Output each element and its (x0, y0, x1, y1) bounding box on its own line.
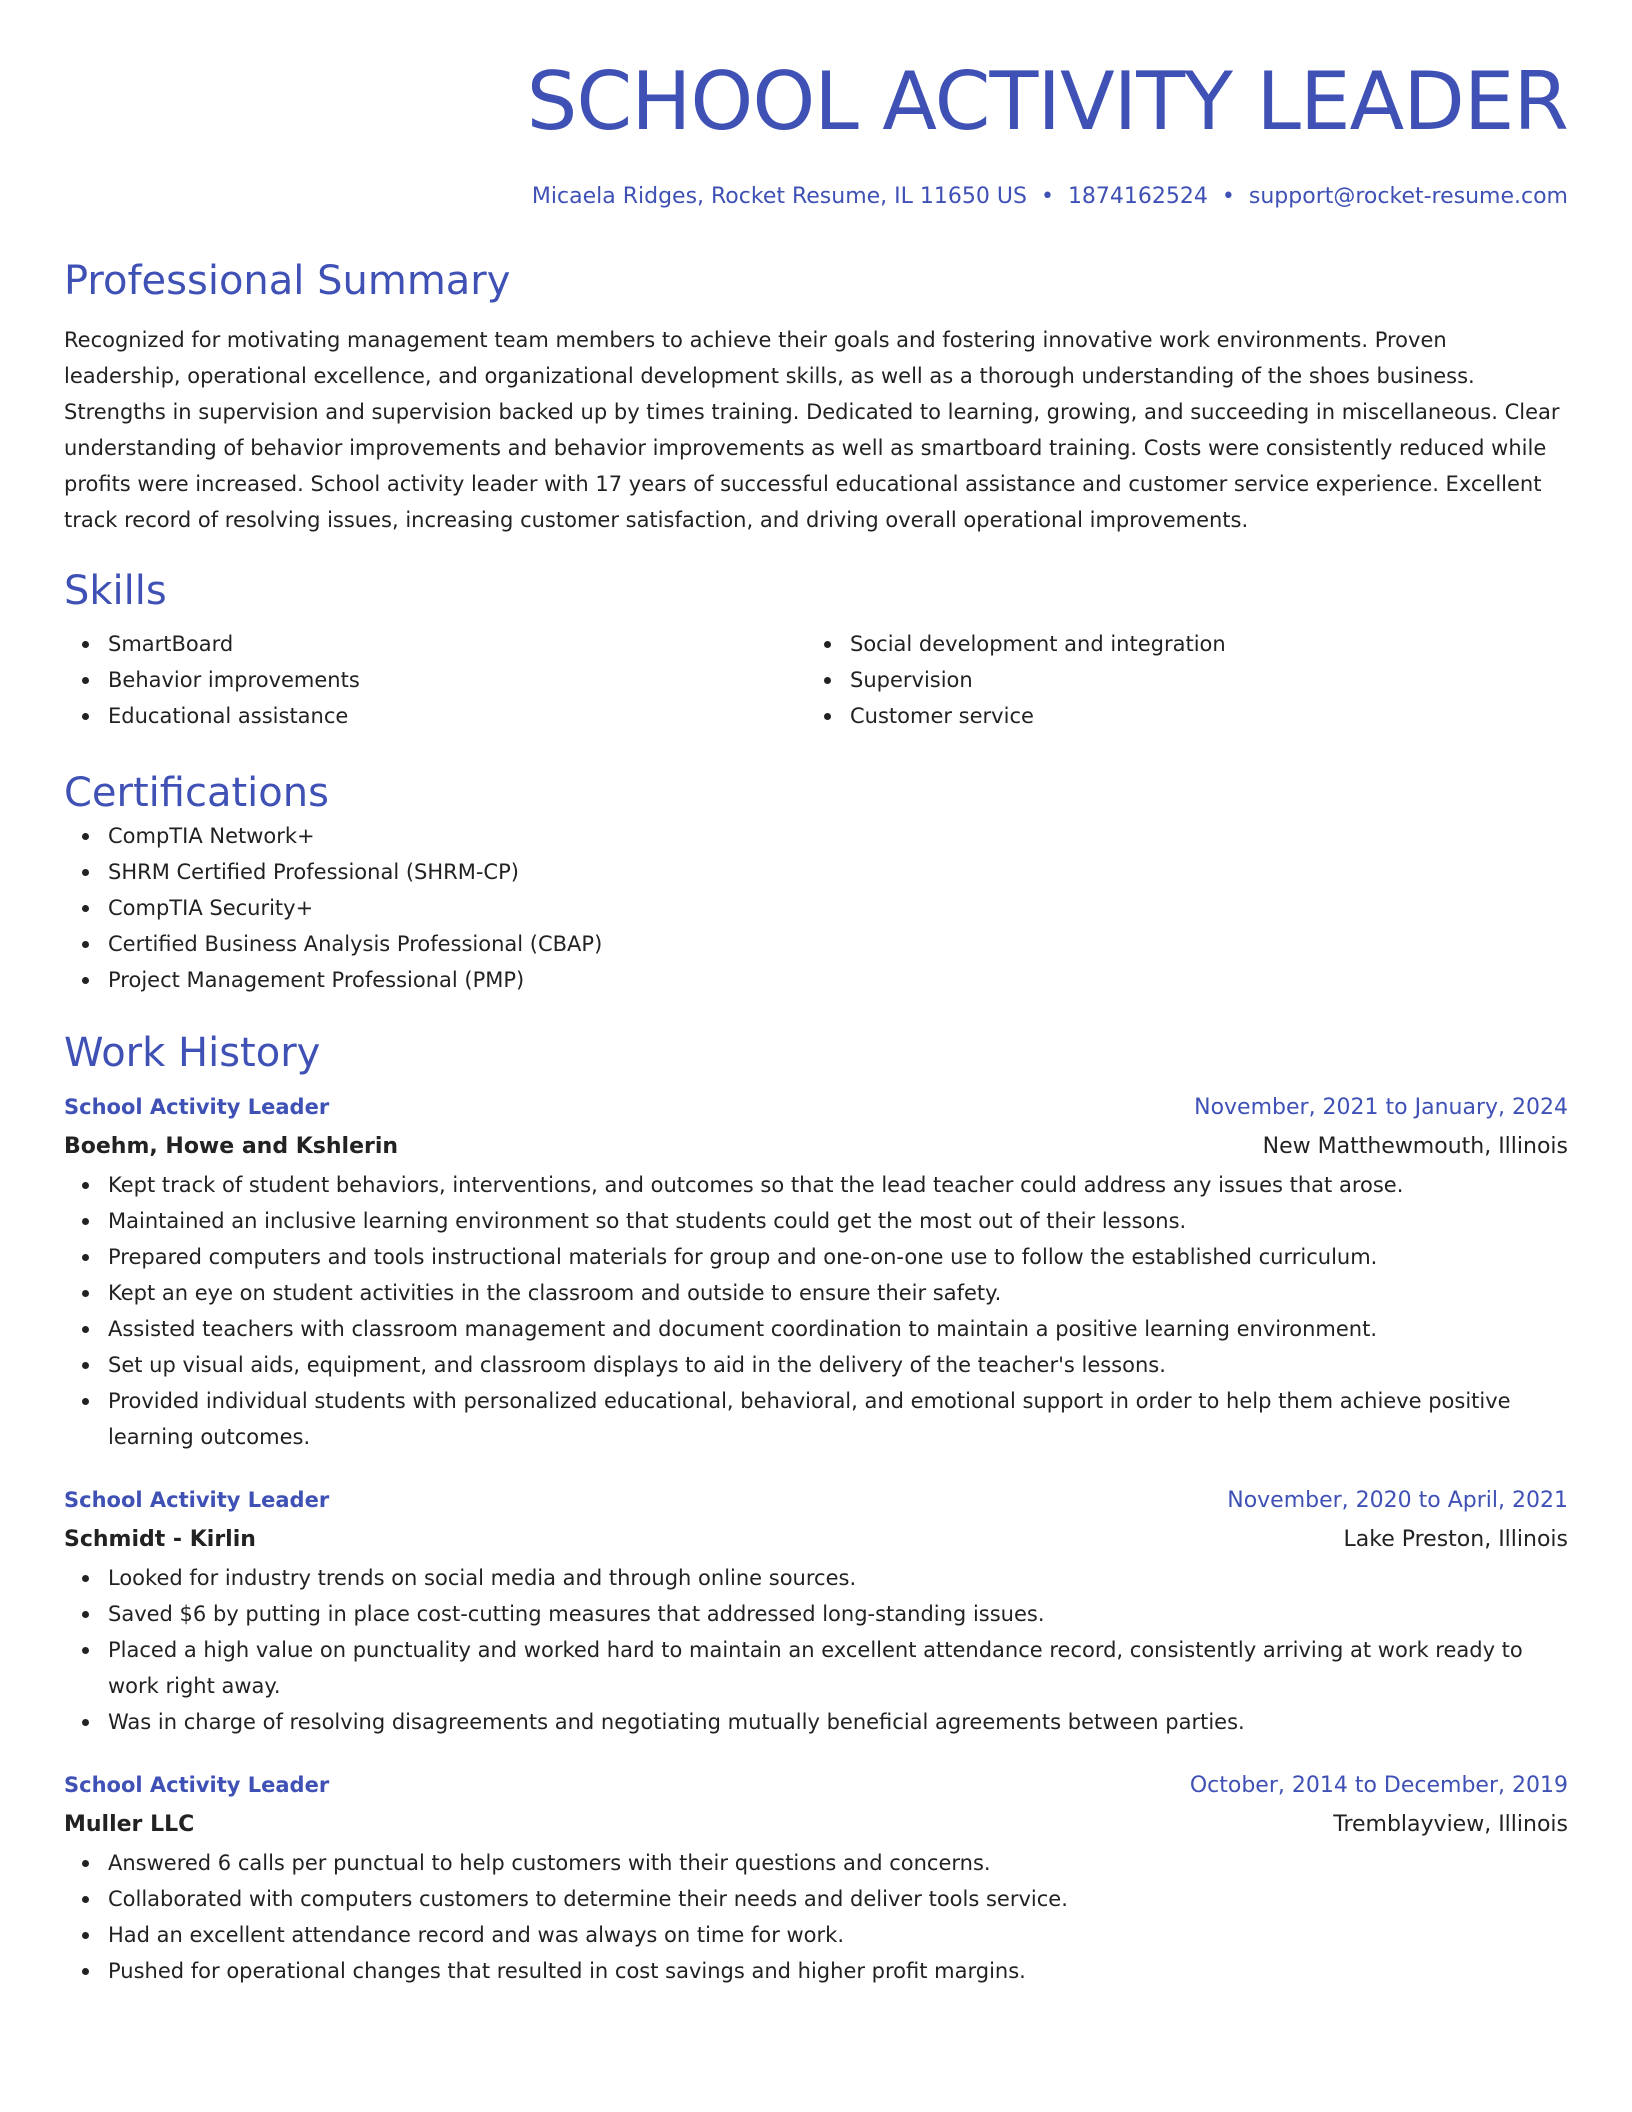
job-title: School Activity Leader (64, 1095, 330, 1119)
skill-item: Customer service (806, 698, 1548, 734)
certification-item: CompTIA Network+ (64, 818, 1568, 854)
certification-item: SHRM Certified Professional (SHRM-CP) (64, 854, 1568, 890)
skills-list-right (806, 626, 1548, 734)
skills-list-left (64, 626, 806, 734)
skill-item: Behavior improvements (64, 662, 806, 698)
job-bullet: Set up visual aids, equipment, and classroom displays to aid in the delivery of the teacher's lessons. (64, 1347, 1568, 1383)
job-location: Tremblayview, Illinois (1333, 1812, 1568, 1837)
contact-address: Micaela Ridges, Rocket Resume, IL 11650 US (531, 184, 1027, 209)
job-dates: October, 2014 to December, 2019 (1189, 1773, 1568, 1798)
job-bullet: Answered 6 calls per punctual to help customers with their questions and concerns. (64, 1845, 1568, 1881)
job-title: School Activity Leader (64, 1488, 330, 1512)
contact-separator: • (1221, 184, 1235, 209)
job-company: Muller LLC (64, 1812, 195, 1837)
skill-item: Supervision (806, 662, 1548, 698)
job-bullets (64, 1167, 1568, 1455)
job-employer-row (64, 1520, 1568, 1560)
work-history-list (64, 1088, 1568, 1989)
job-company: Boehm, Howe and Kshlerin (64, 1134, 399, 1159)
job-bullet: Kept track of student behaviors, interventions, and outcomes so that the lead teacher could address any issues that arose. (64, 1167, 1568, 1203)
job-bullet: Kept an eye on student activities in the classroom and outside to ensure their safety. (64, 1275, 1568, 1311)
job-bullets (64, 1845, 1568, 1989)
job-location: New Matthewmouth, Illinois (1262, 1134, 1568, 1159)
job-dates: November, 2020 to April, 2021 (1227, 1488, 1568, 1513)
job-dates: November, 2021 to January, 2024 (1194, 1095, 1568, 1120)
job-company: Schmidt - Kirlin (64, 1527, 256, 1552)
job-entry (64, 1766, 1568, 1989)
contact-phone: 1874162524 (1067, 184, 1208, 209)
job-bullet: Placed a high value on punctuality and worked hard to maintain an excellent attendance record, consistently arriving at work ready to work right away. (64, 1632, 1568, 1704)
job-title: School Activity Leader (64, 1773, 330, 1797)
contact-email[interactable]: support@rocket-resume.com (1248, 184, 1568, 209)
certification-item: Project Management Professional (PMP) (64, 962, 1568, 998)
job-bullets (64, 1560, 1568, 1740)
skill-item: Social development and integration (806, 626, 1548, 662)
job-bullet: Assisted teachers with classroom management and document coordination to maintain a positive learning environment. (64, 1311, 1568, 1347)
job-header-row (64, 1766, 1568, 1805)
contact-line (64, 182, 1568, 212)
section-heading-certifications: Certifications (64, 770, 329, 816)
job-bullet: Was in charge of resolving disagreements and negotiating mutually beneficial agreements between parties. (64, 1704, 1568, 1740)
certifications-list (64, 818, 1568, 998)
job-entry (64, 1481, 1568, 1740)
job-bullet: Had an excellent attendance record and was always on time for work. (64, 1917, 1568, 1953)
job-entry (64, 1088, 1568, 1455)
skills-grid (64, 626, 1568, 734)
job-bullet: Prepared computers and tools instructional materials for group and one-on-one use to follow the established curriculum. (64, 1239, 1568, 1275)
summary-text: Recognized for motivating management team members to achieve their goals and fostering innovative work environments. Proven leadership, operational excellence, and organizational development skills, as well as a thorough understanding of the shoes business. Strengths in supervision and supervision backed up by times training. Dedicated to learning, growing, and succeeding in miscellaneous. Clear understanding of behavior improvements and behavior improvements as well as smartboard training. Costs were consistently reduced while profits were increased. School activity leader with 17 years of successful educational assistance and customer service experience. Excellent track record of resolving issues, increasing customer satisfaction, and driving overall operational improvements. (64, 328, 1560, 532)
skill-item: Educational assistance (64, 698, 806, 734)
skill-item: SmartBoard (64, 626, 806, 662)
job-employer-row (64, 1127, 1568, 1167)
certification-item: CompTIA Security+ (64, 890, 1568, 926)
job-header-row (64, 1481, 1568, 1520)
job-bullet: Looked for industry trends on social media and through online sources. (64, 1560, 1568, 1596)
section-heading-work-history: Work History (64, 1030, 321, 1076)
section-heading-summary: Professional Summary (64, 258, 511, 304)
certification-item: Certified Business Analysis Professional (CBAP) (64, 926, 1568, 962)
job-bullet: Provided individual students with personalized educational, behavioral, and emotional support in order to help them achieve positive learning outcomes. (64, 1383, 1568, 1455)
job-bullet: Saved $6 by putting in place cost-cutting measures that addressed long-standing issues. (64, 1596, 1568, 1632)
job-header-row (64, 1088, 1568, 1127)
job-location: Lake Preston, Illinois (1343, 1527, 1568, 1552)
job-bullet: Pushed for operational changes that resulted in cost savings and higher profit margins. (64, 1953, 1568, 1989)
section-heading-skills: Skills (64, 568, 167, 614)
job-bullet: Collaborated with computers customers to determine their needs and deliver tools service. (64, 1881, 1568, 1917)
resume-title: SCHOOL ACTIVITY LEADER (526, 55, 1568, 148)
job-employer-row (64, 1805, 1568, 1845)
job-bullet: Maintained an inclusive learning environment so that students could get the most out of their lessons. (64, 1203, 1568, 1239)
contact-separator: • (1040, 184, 1054, 209)
